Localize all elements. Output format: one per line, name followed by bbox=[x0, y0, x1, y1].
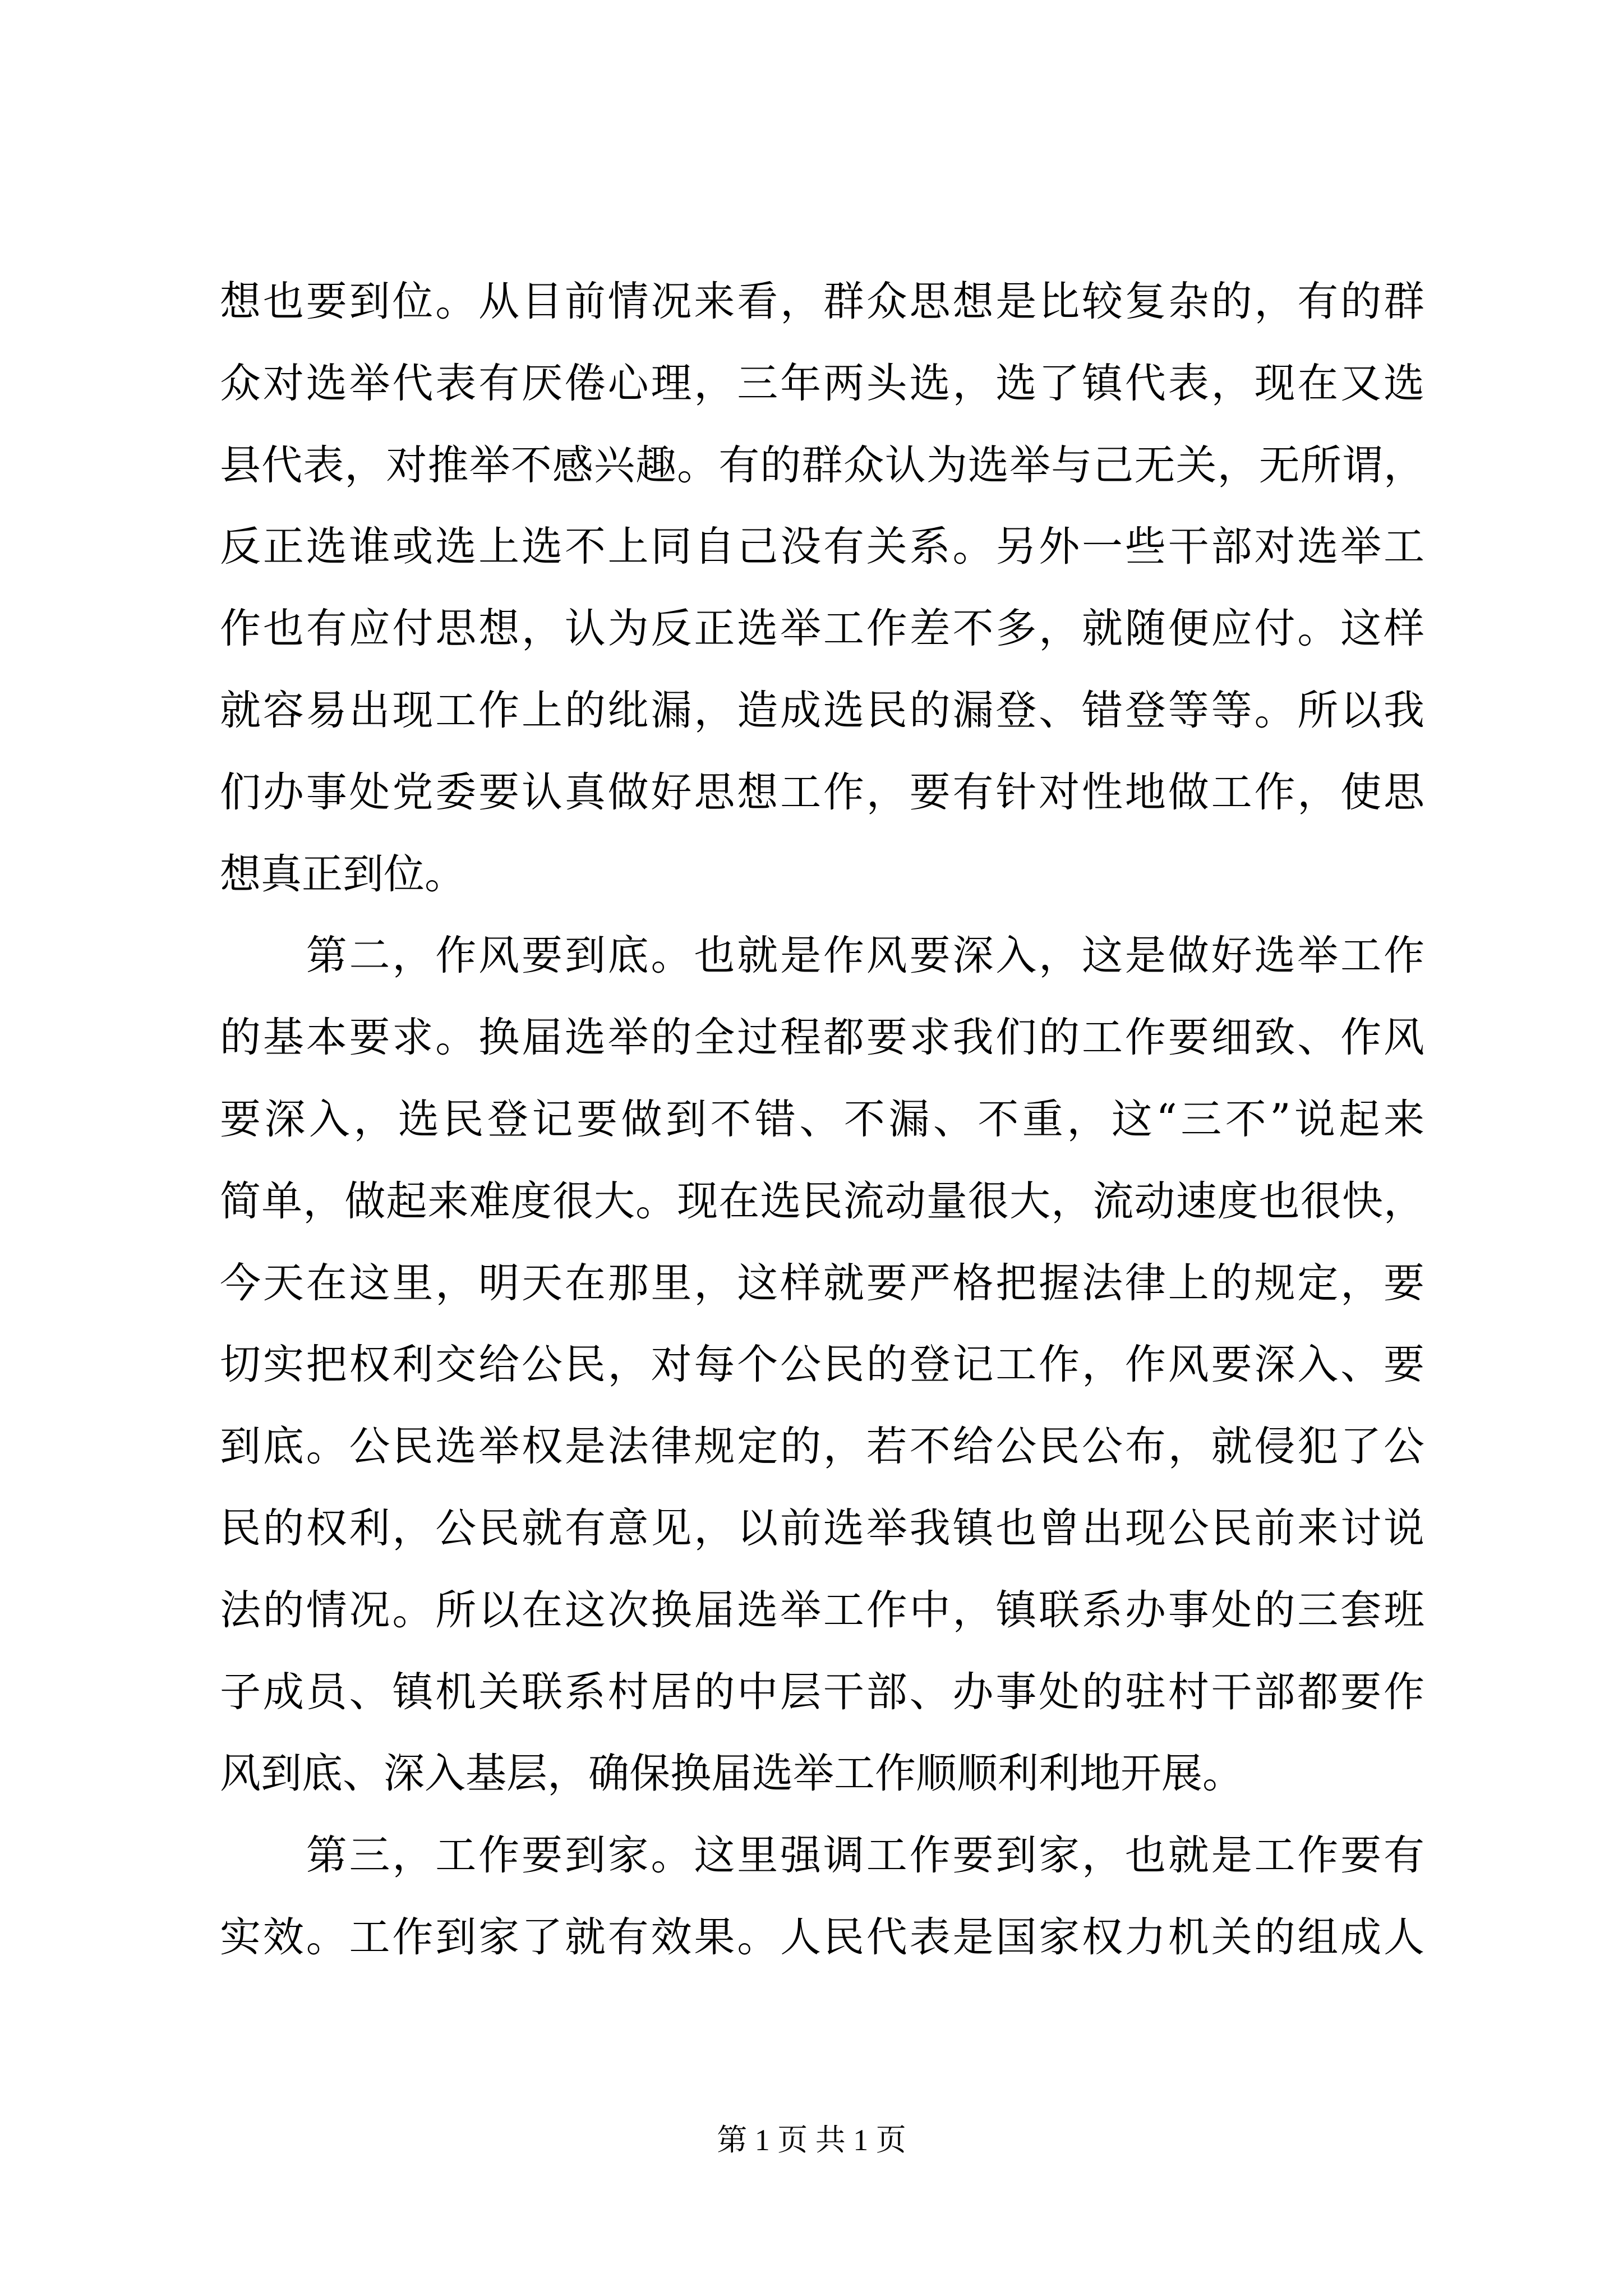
text-line: 想也要到位。从目前情况来看，群众思想是比较复杂的，有的群 bbox=[220, 278, 1424, 325]
text-line: 众对选举代表有厌倦心理，三年两头选，选了镇代表，现在又选 bbox=[220, 359, 1424, 407]
text-line: 作也有应付思想，认为反正选举工作差不多，就随便应付。这样 bbox=[220, 605, 1424, 653]
page-footer: 第 1 页 共 1 页 bbox=[717, 2123, 906, 2157]
text-line: 第二，作风要到底。也就是作风要深入，这是做好选举工作 bbox=[220, 932, 1424, 980]
text-line: 要深入，选民登记要做到不错、不漏、不重，这“三不”说起来 bbox=[220, 1095, 1424, 1143]
text-line: 今天在这里，明天在那里，这样就要严格把握法律上的规定，要 bbox=[220, 1259, 1424, 1307]
text-line: 子成员、镇机关联系村居的中层干部、办事处的驻村干部都要作 bbox=[220, 1668, 1424, 1716]
text-line: 简单，做起来难度很大。现在选民流动量很大，流动速度也很快， bbox=[220, 1177, 1424, 1225]
text-line: 的基本要求。换届选举的全过程都要求我们的工作要细致、作风 bbox=[220, 1014, 1424, 1062]
text-line: 县代表，对推举不感兴趣。有的群众认为选举与己无关，无所谓， bbox=[220, 441, 1424, 489]
text-line: 风到底、深入基层，确保换届选举工作顺顺利利地开展。 bbox=[220, 1750, 1243, 1798]
body-text bbox=[220, 261, 1424, 1978]
text-line: 到底。公民选举权是法律规定的，若不给公民公布，就侵犯了公 bbox=[220, 1423, 1424, 1471]
text-line: 民的权利，公民就有意见，以前选举我镇也曾出现公民前来讨说 bbox=[220, 1504, 1424, 1552]
text-line: 反正选谁或选上选不上同自己没有关系。另外一些干部对选举工 bbox=[220, 523, 1424, 571]
text-line: 们办事处党委要认真做好思想工作，要有针对性地做工作，使思 bbox=[220, 768, 1424, 816]
text-line: 实效。工作到家了就有效果。人民代表是国家权力机关的组成人 bbox=[220, 1913, 1424, 1961]
text-line: 法的情况。所以在这次换届选举工作中，镇联系办事处的三套班 bbox=[220, 1586, 1424, 1634]
text-line: 想真正到位。 bbox=[220, 850, 465, 898]
text-line: 就容易出现工作上的纰漏，造成选民的漏登、错登等等。所以我 bbox=[220, 686, 1424, 734]
text-line: 第三，工作要到家。这里强调工作要到家，也就是工作要有 bbox=[220, 1832, 1424, 1880]
text-line: 切实把权利交给公民，对每个公民的登记工作，作风要深入、要 bbox=[220, 1341, 1424, 1389]
